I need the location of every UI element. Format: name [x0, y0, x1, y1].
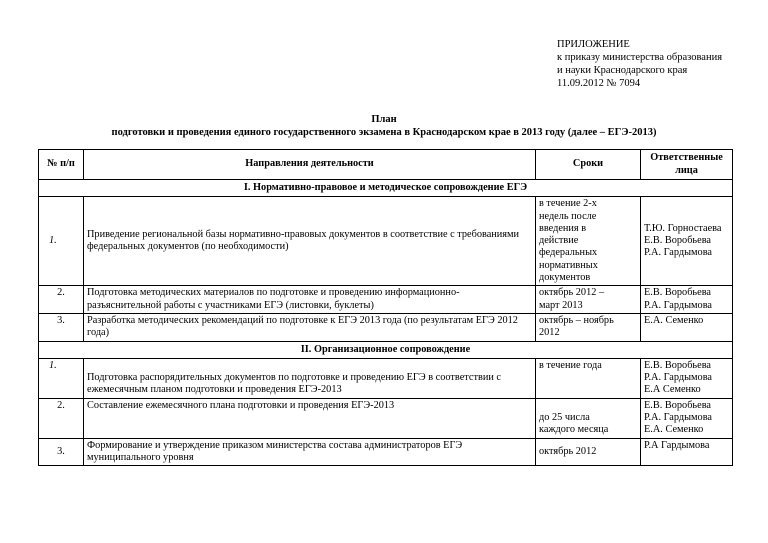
row-direction: Приведение региональной базы нормативно-правовых документов в соответствие с требованиями федеральных документов (по необходимости) — [84, 197, 536, 286]
appendix-line: ПРИЛОЖЕНИЕ — [557, 39, 630, 50]
responsible-person: Т.Ю. Горностаева — [644, 222, 722, 234]
table-row — [39, 398, 733, 438]
term-line: октябрь 2012 — [539, 445, 597, 457]
term-line: действие — [539, 235, 579, 247]
term-line: недель после — [539, 210, 597, 222]
responsible-person: Е.В. Воробьева — [644, 399, 711, 411]
responsible-person: Е.А Семенко — [644, 384, 701, 396]
term-line: октябрь – ноябрь — [539, 314, 614, 326]
row-number: 3. — [39, 438, 84, 466]
responsible-person: Р.А. Гардымова — [644, 247, 712, 259]
responsible-person: Е.В. Воробьева — [644, 359, 711, 371]
plan-title: План — [371, 114, 397, 125]
table-row — [39, 313, 733, 341]
appendix-line: к приказу министерства образования — [557, 52, 723, 63]
row-responsible — [641, 286, 733, 314]
appendix-line: и науки Краснодарского края — [557, 65, 688, 76]
row-direction: Разработка методических рекомендаций по подготовке к ЕГЭ 2013 года (по результатам ЕГЭ 2012 года) — [84, 313, 536, 341]
plan-table — [38, 149, 733, 466]
row-direction: Составление ежемесячного плана подготовки и проведения ЕГЭ-2013 — [84, 398, 536, 438]
responsible-person: Е.А. Семенко — [644, 424, 704, 436]
term-line: введения в — [539, 222, 587, 234]
row-direction: Подготовка распорядительных документов по подготовке и проведению ЕГЭ в соответствии с ежемесячным планом подготовки и проведения ЕГЭ-2013 — [84, 358, 536, 398]
row-responsible — [641, 197, 733, 286]
term-line: 2012 — [539, 327, 560, 339]
term-line: нормативных — [539, 259, 598, 271]
row-number: 2. — [39, 286, 84, 314]
row-term — [536, 197, 641, 286]
table-row — [39, 438, 733, 466]
responsible-person: Р.А. Гардымова — [644, 372, 712, 384]
row-number: 2. — [39, 398, 84, 438]
responsible-person: Е.А. Семенко — [644, 314, 704, 326]
header-term: Сроки — [536, 150, 641, 180]
section-row — [39, 341, 733, 358]
row-direction: Формирование и утверждение приказом министерства состава администраторов ЕГЭ муниципального уровня — [84, 438, 536, 466]
header-responsible-line: Ответственные — [650, 152, 723, 164]
row-number: 1. — [39, 197, 84, 286]
term-line: до 25 числа — [539, 412, 590, 424]
row-number: 3. — [39, 313, 84, 341]
header-responsible — [641, 150, 733, 180]
responsible-person: Р.А. Гардымова — [644, 412, 712, 424]
section-title: II. Организационное сопровождение — [39, 341, 733, 358]
term-line: федеральных — [539, 247, 598, 259]
row-term — [536, 286, 641, 314]
responsible-person: Р.А. Гардымова — [644, 299, 712, 311]
row-direction: Подготовка методических материалов по подготовке и проведению информационно-разъяснительной работы с участниками ЕГЭ (листовки, буклеты) — [84, 286, 536, 314]
table-row — [39, 197, 733, 286]
row-term — [536, 398, 641, 438]
row-responsible — [641, 398, 733, 438]
term-line: документов — [539, 272, 591, 284]
header-responsible-line: лица — [675, 164, 698, 176]
appendix-line: 11.09.2012 № 7094 — [557, 78, 641, 89]
header-direction: Направления деятельности — [84, 150, 536, 180]
responsible-person: Е.В. Воробьева — [644, 287, 711, 299]
header-row — [39, 150, 733, 180]
responsible-person: Р.А Гардымова — [644, 439, 710, 451]
responsible-person: Е.В. Воробьева — [644, 235, 711, 247]
term-line: в течение года — [539, 359, 602, 371]
row-term — [536, 358, 641, 398]
section-row — [39, 180, 733, 197]
term-line: каждого месяца — [539, 424, 609, 436]
term-line: октябрь 2012 – — [539, 287, 605, 299]
section-title: I. Нормативно-правовое и методическое сопровождение ЕГЭ — [39, 180, 733, 197]
row-responsible — [641, 358, 733, 398]
table-row — [39, 358, 733, 398]
row-responsible — [641, 438, 733, 466]
row-responsible — [641, 313, 733, 341]
term-line: март 2013 — [539, 299, 583, 311]
row-term — [536, 313, 641, 341]
table-row — [39, 286, 733, 314]
appendix-block — [557, 38, 722, 90]
header-num: № п/п — [39, 150, 84, 180]
term-line: в течение 2-х — [539, 198, 597, 210]
plan-subtitle: подготовки и проведения единого государственного экзамена в Краснодарском крае в 2013 году (далее – ЕГЭ-2013) — [111, 127, 657, 138]
row-term — [536, 438, 641, 466]
row-number: 1. — [39, 358, 84, 398]
